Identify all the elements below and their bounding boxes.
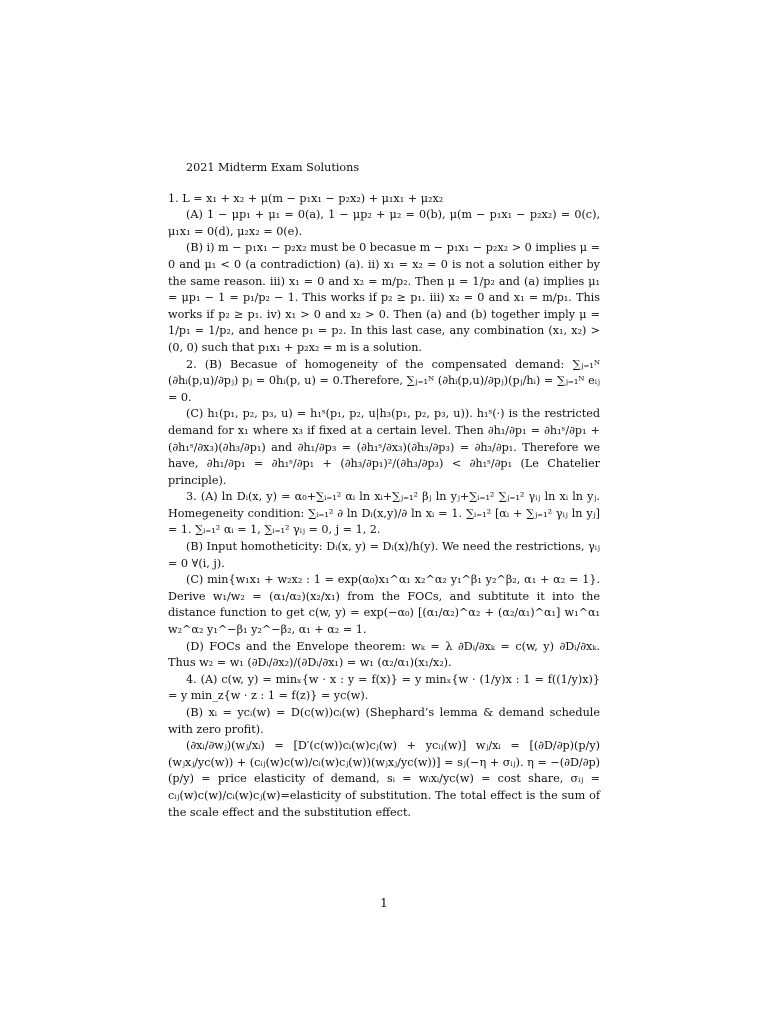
problem-2-part-b: 2. (B) Becasue of homogeneity of the compensated demand: ∑ⱼ₌₁ᴺ (∂hᵢ(p,u)/∂pⱼ) pⱼ = 0hᵢ(p, u) = 0.Therefore, ∑ⱼ₌₁ᴺ (∂hᵢ(p,u)/∂pⱼ)(pⱼ/hᵢ) = ∑ⱼ₌₁ᴺ eᵢⱼ = 0. xyxy=(168,357,600,404)
problem-3-part-d: (D) FOCs and the Envelope theorem: wₖ = λ ∂Dᵢ/∂xₖ = c(w, y) ∂Dᵢ/∂xₖ. Thus w₂ = w₁ (∂Dᵢ/∂x₂)/(∂Dᵢ/∂x₁) = w₁ (α₂/α₁)(x₁/x₂). xyxy=(168,639,600,670)
problem-2-part-c: (C) h₁(p₁, p₂, p₃, u) = h₁ˢ(p₁, p₂, u|h₃(p₁, p₂, p₃, u)). h₁ˢ(·) is the restricted demand for x₁ where x₃ if fixed at a certain level. Then ∂h₁/∂p₁ = ∂h₁ˢ/∂p₁ + (∂h₁ˢ/∂x₃)(∂h₃/∂p₁) and ∂h₁/∂p₃ = (∂h₁ˢ/∂x₃)(∂h₃/∂p₃) = ∂h₃/∂p₁. Therefore we have, ∂h₁/∂p₁ = ∂h₁ˢ/∂p₁ + (∂h₃/∂p₁)²/(∂h₃/∂p₃) < ∂h₁ˢ/∂p₁ (Le Chatelier principle). xyxy=(168,407,600,487)
problem-4-elasticity: (∂xᵢ/∂wⱼ)(wⱼ/xᵢ) = [D′(c(w))cᵢ(w)cⱼ(w) + ycᵢⱼ(w)] wⱼ/xᵢ = [(∂D/∂p)(p/y)(wⱼxⱼ/yc(w)) + (cᵢⱼ(w)c(w)/cᵢ(w)cⱼ(w))(wⱼxⱼ/yc(w))] = sⱼ(−η + σᵢⱼ). η = −(∂D/∂p)(p/y) = price elasticity of demand, sᵢ = wᵢxᵢ/yc(w) = cost share, σᵢⱼ = cᵢⱼ(w)c(w)/cᵢ(w)cⱼ(w)=elasticity of substitution. The total effect is the sum of the scale effect and the substitution effect. xyxy=(168,739,600,819)
problem-3-part-b: (B) Input homotheticity: Dᵢ(x, y) = Dᵢ(x)/h(y). We need the restrictions, γᵢⱼ = 0 ∀(i, j). xyxy=(168,540,600,570)
problem-1-lagrangian: 1. L = x₁ + x₂ + μ(m − p₁x₁ − p₂x₂) + μ₁x₁ + μ₂x₂ xyxy=(168,191,444,205)
problem-3-part-c: (C) min{w₁x₁ + w₂x₂ : 1 = exp(α₀)x₁^α₁ x₂^α₂ y₁^β₁ y₂^β₂, α₁ + α₂ = 1}. Derive w₁/w₂ = (α₁/α₂)(x₂/x₁) from the FOCs, and subtitute it into the distance function to get c(w, y) = exp(−α₀) [(α₁/α₂)^α₂ + (α₂/α₁)^α₁] w₁^α₁ w₂^α₂ y₁^−β₁ y₂^−β₂, α₁ + α₂ = 1. xyxy=(168,573,600,637)
problem-3-part-a: 3. (A) ln Dᵢ(x, y) = α₀+∑ᵢ₌₁² αᵢ ln xᵢ+∑ⱼ₌₁² βⱼ ln yⱼ+∑ᵢ₌₁² ∑ⱼ₌₁² γᵢⱼ ln xᵢ ln yⱼ. Homegeneity condition: ∑ᵢ₌₁² ∂ ln Dᵢ(x,y)/∂ ln xᵢ = 1. ∑ᵢ₌₁² [αᵢ + ∑ⱼ₌₁² γᵢⱼ ln yⱼ] = 1. ∑ᵢ₌₁² αᵢ = 1, ∑ᵢ₌₁² γᵢⱼ = 0, j = 1, 2. xyxy=(168,490,600,537)
page-number: 1 xyxy=(380,896,388,910)
problem-1-part-a: (A) 1 − μp₁ + μ₁ = 0(a), 1 − μp₂ + μ₂ = 0(b), μ(m − p₁x₁ − p₂x₂) = 0(c), μ₁x₁ = 0(d), μ₂x₂ = 0(e). xyxy=(168,208,600,238)
document-body xyxy=(168,160,600,821)
problem-4-part-a: 4. (A) c(w, y) = minₓ{w · x : y = f(x)} = y minₓ{w · (1/y)x : 1 = f((1/y)x)} = y min_z{w · z : 1 = f(z)} = yc(w). xyxy=(168,672,600,703)
document-title: 2021 Midterm Exam Solutions xyxy=(186,161,360,174)
problem-4-part-b: (B) xᵢ = ycᵢ(w) = D(c(w))cᵢ(w) (Shephard’s lemma & demand schedule with zero profit). xyxy=(168,706,600,736)
problem-1-part-b: (B) i) m − p₁x₁ − p₂x₂ must be 0 becasue m − p₁x₁ − p₂x₂ > 0 implies μ = 0 and μ₁ < 0 (a contradiction) (a). ii) x₁ = x₂ = 0 is not a solution either by the same reason. iii) x₁ = 0 and x₂ = m/p₂. Then μ = 1/p₂ and (a) implies μ₁ = μp₁ − 1 = p₁/p₂ − 1. This works if p₂ ≥ p₁. iii) x₂ = 0 and x₁ = m/p₁. This works if p₂ ≥ p₁. iv) x₁ > 0 and x₂ > 0. Then (a) and (b) together imply μ = 1/p₁ = 1/p₂, and hence p₁ = p₂. In this last case, any combination (x₁, x₂) > (0, 0) such that p₁x₁ + p₂x₂ = m is a solution. xyxy=(168,241,600,354)
